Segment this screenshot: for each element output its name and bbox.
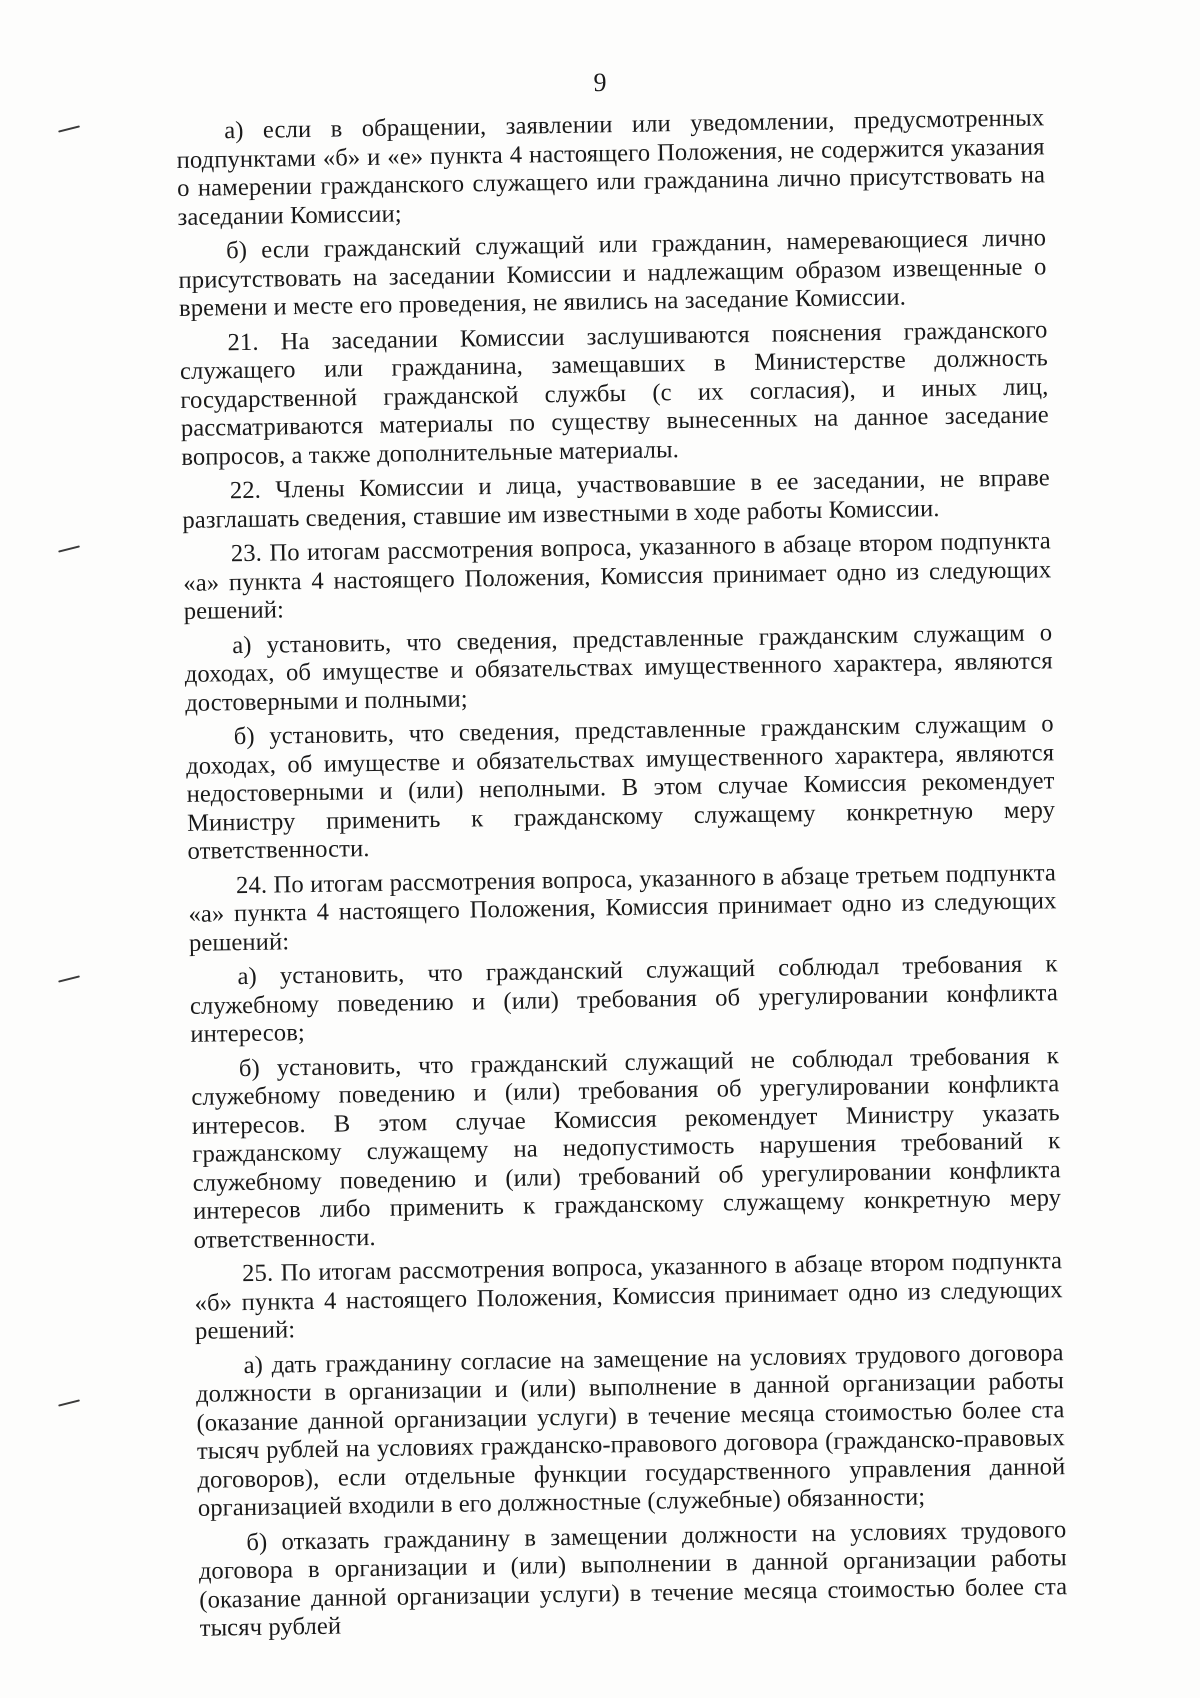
paragraph-25a: а) дать гражданину согласие на замещение на условиях трудового договора должности в организации и (или) выполнение в данной организации работы (оказание данной организации услуги) в течение месяца стоимостью более ста тысяч рублей на условиях гражданско-правового договора (гражданско-правовых договоров), если отдельные функции государственного управления данной организацией входили в его должностные (служебные) обязанности; <box>195 1338 1066 1522</box>
punch-hole-mark <box>58 975 80 982</box>
paragraph-20a: а) если в обращении, заявлении или уведомлении, предусмотренных подпунктами «б» и «е» пункта 4 настоящего Положения, не содержится указания о намерении гражданского служащего или гражданина лично присутствовать на заседании Комиссии; <box>176 104 1046 231</box>
paragraph-22: 22. Члены Комиссии и лица, участвовавшие в ее заседании, не вправе разглашать сведения, ставшие им известными в ходе работы Комиссии. <box>182 464 1050 534</box>
paragraph-23: 23. По итогам рассмотрения вопроса, указанного в абзаце втором подпункта «а» пункта 4 настоящего Положения, Комиссия принимает одно из следующих решений: <box>183 527 1052 625</box>
document-body <box>176 104 1068 1649</box>
page-number: 9 <box>593 68 607 97</box>
punch-hole-mark <box>58 545 80 552</box>
paragraph-25: 25. По итогам рассмотрения вопроса, указанного в абзаце втором подпункта «б» пункта 4 настоящего Положения, Комиссия принимает одно из следующих решений: <box>194 1247 1063 1345</box>
paragraph-23a: а) установить, что сведения, представленные гражданским служащим о доходах, об имуществе и обязательствах имущественного характера, являются достоверными и полными; <box>184 618 1053 717</box>
paragraph-23b: б) установить, что сведения, представленные гражданским служащим о доходах, об имуществе и обязательствах имущественного характера, являются недостоверными и (или) неполными. В этом случае Комиссия рекомендует Министру применить к гражданскому служащему конкретную меру ответственности. <box>185 710 1056 865</box>
paragraph-25b: б) отказать гражданину в замещении должности на условиях трудового договора в организации и (или) выполнении в данной организации работы (оказание данной организации услуги) в течение месяца стоимостью более ста тысяч рублей <box>198 1515 1068 1642</box>
paragraph-24a: а) установить, что гражданский служащий соблюдал требования к служебному поведению и (или) требования об урегулировании конфликта интересов; <box>189 950 1059 1048</box>
paragraph-21: 21. На заседании Комиссии заслушиваются пояснения гражданского служащего или гражданина, замещавших в Министерстве должность государственной гражданской службы (с их согласия), и иных лиц, рассматриваются материалы по существу вынесенных на данное заседание вопросов, а также дополнительные материалы. <box>179 315 1049 471</box>
paragraph-24: 24. По итогам рассмотрения вопроса, указанного в абзаце третьем подпункта «а» пункта 4 настоящего Положения, Комиссия принимает одно из следующих решений: <box>188 858 1057 957</box>
punch-hole-mark <box>58 1399 80 1406</box>
paragraph-24b: б) установить, что гражданский служащий не соблюдал требования к служебному поведению и (или) требования об урегулировании конфликта интересов. В этом случае Комиссия рекомендует Министру указать гражданскому служащему на недопустимость нарушения требований к служебному поведению и (или) требований об урегулировании конфликта интересов либо применить к гражданскому служащему конкретную меру ответственности. <box>191 1041 1062 1254</box>
paragraph-20b: б) если гражданский служащий или гражданин, намеревающиеся лично присутствовать на заседании Комиссии и надлежащим образом извещенные о времени и месте его проведения, не явились на заседание Комиссии. <box>178 224 1047 322</box>
punch-hole-mark <box>58 125 80 132</box>
